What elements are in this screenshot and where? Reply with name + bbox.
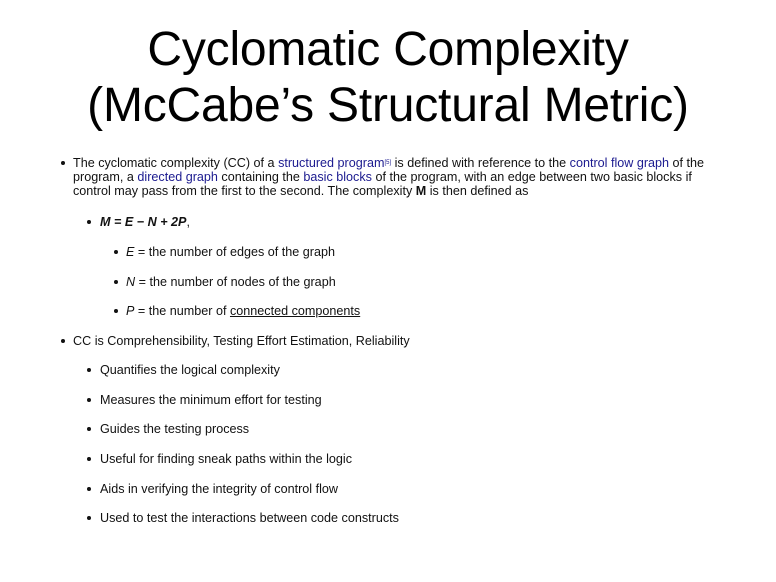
definition-text-1: The cyclomatic complexity (CC) of a <box>73 156 279 170</box>
definition-text-5: of the program, with an edge between two basic blocks if control may pass from the first to the second. The complexity <box>73 170 692 198</box>
bullet-dot <box>87 487 91 491</box>
definition-text-3: of the program, a <box>73 156 705 184</box>
definition-text-6: is then defined as <box>426 184 529 198</box>
link-structured-program[interactable]: structured program <box>278 156 385 170</box>
term-description: = the number of edges of the graph <box>134 245 335 259</box>
bullet-dot <box>114 309 118 313</box>
use-item-text: Quantifies the logical complexity <box>100 363 280 377</box>
term-edges-text <box>126 245 335 259</box>
bullet-dot <box>87 368 91 372</box>
bullet-definition <box>0 156 776 200</box>
term-components-text <box>126 304 360 318</box>
bullet-dot <box>87 427 91 431</box>
term-symbol: E <box>126 245 135 259</box>
link-directed-graph[interactable]: directed graph <box>137 170 218 184</box>
bullet-dot <box>87 457 91 461</box>
definition-text-4: containing the <box>217 170 304 184</box>
slide-title <box>0 22 776 134</box>
use-item-text: Guides the testing process <box>100 422 250 436</box>
formula-text: M = E − N + 2P <box>100 215 187 229</box>
bullet-dot <box>87 398 91 402</box>
slide-title-line-1: Cyclomatic Complexity <box>147 23 629 76</box>
link-control-flow-graph[interactable]: control flow graph <box>569 156 670 170</box>
use-item-text: Measures the minimum effort for testing <box>100 393 322 407</box>
definition-text-2: is defined with reference to the <box>391 156 570 170</box>
term-symbol: P <box>126 304 135 318</box>
use-item-text: Useful for finding sneak paths within the logic <box>100 452 353 466</box>
footnote-ref[interactable]: [5] <box>384 160 392 166</box>
bullet-dot <box>61 161 65 165</box>
uses-heading: CC is Comprehensibility, Testing Effort Estimation, Reliability <box>73 334 410 348</box>
term-description: = the number of <box>134 304 230 318</box>
term-symbol: N <box>126 275 136 289</box>
term-description: = the number of nodes of the graph <box>135 275 336 289</box>
formula <box>100 215 190 229</box>
definition-paragraph <box>73 156 713 198</box>
formula-suffix: , <box>186 215 190 229</box>
complexity-symbol: M <box>415 184 427 198</box>
bullet-dot <box>114 280 118 284</box>
bullet-dot <box>87 516 91 520</box>
bullet-dot <box>61 339 65 343</box>
bullet-dot <box>114 250 118 254</box>
link-connected-components[interactable]: connected components <box>229 304 361 318</box>
bullet-dot <box>87 220 91 224</box>
use-item-text: Aids in verifying the integrity of control flow <box>100 482 338 496</box>
use-item-text: Used to test the interactions between code constructs <box>100 511 399 525</box>
link-basic-blocks[interactable]: basic blocks <box>303 170 372 184</box>
slide-title-line-2: (McCabe’s Structural Metric) <box>87 79 689 132</box>
term-nodes-text <box>126 275 336 289</box>
